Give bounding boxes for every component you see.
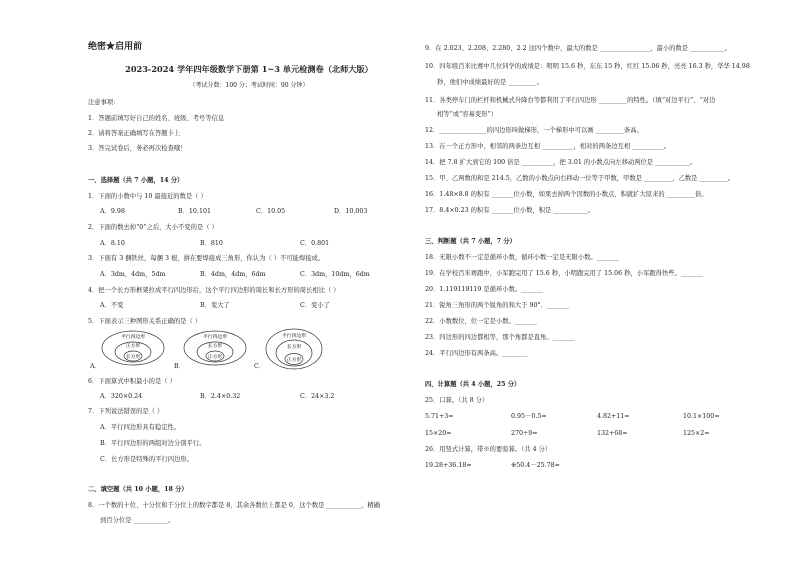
calc-cell: 4.82+11= (597, 413, 630, 420)
q4-option-c: C．变小了 (300, 302, 331, 309)
q16: 16．1.48×8.8 的积有 _______位小数，如果去掉两个因数的小数点，积就扩大原来的 _________倍。 (425, 191, 708, 198)
q5-option-c: C． (254, 363, 266, 370)
q3-stem: 3．下面有 3 捆铁丝，每捆 3 根，拼在要焊接成三角形，你认为（ ）不可能焊接成。 (88, 255, 325, 262)
q12: 12．_______________的四边形叫做梯形，一个梯形中可以画 _________条高。 (425, 127, 643, 134)
venn-a-label-inner: 长方形 (125, 355, 141, 360)
exam-subtitle: （考试分数：100 分；考试时间：90 分钟） (189, 82, 309, 89)
calc-cell: 10.1×100= (683, 413, 720, 420)
venn-b-label-inner: 正方形 (207, 355, 223, 360)
venn-c-label-middle: 长方形 (286, 345, 302, 350)
section-1-heading: 一、选择题（共 7 小题，14 分） (88, 177, 184, 184)
note-item: 3．答完试卷后，务必再次检查哦！ (88, 145, 187, 152)
q7-option-c: C．长方形是特殊的平行四边形。 (100, 456, 193, 463)
section-4-heading: 四、计算题（共 4 小题，25 分） (425, 381, 521, 388)
q5-diagram-a (100, 329, 166, 367)
section-3-heading: 三、判断题（共 7 小题，7 分） (425, 238, 516, 245)
venn-b-label-outer: 平行四边形 (203, 335, 227, 340)
q7-stem: 7．下列说法错误的是（ ） (88, 408, 164, 415)
q3-option-c: C．3dm，10dm，6dm (300, 271, 370, 278)
venn-c-label-outer: 平行四边形 (282, 334, 306, 339)
q3-option-b: B．4dm，4dm，6dm (200, 271, 266, 278)
q26-stem: 26．用竖式计算，带※的要验算。（共 4 分） (425, 446, 552, 453)
q1-option-d: D．10.003 (334, 208, 368, 215)
q10-line-2: 秒，他们中成绩最好的是 _________。 (437, 79, 543, 86)
venn-c-label-inner: 正方形 (286, 358, 302, 363)
q23: 23．四边形的四边都相等，那个角都是直角。_______ (425, 334, 575, 341)
q21: 21．锐角三角形的两个锐角的和大于 90°．_______ (425, 302, 569, 309)
q9: 9．在 2.023、2.208、2.280、2.2 这四个数中，最大的数是 ________________，最小的数是 ___________。 (425, 45, 731, 52)
q3-option-a: A．3dm，4dm，5dm (100, 271, 166, 278)
q1-option-b: B．10.101 (178, 208, 211, 215)
q10-line-1: 10．四年级百米比赛中几位同学的成绩是：明明 15.6 秒，东东 15 秒，红红 15.06 秒，亮亮 16.3 秒，华华 14.98 (425, 63, 750, 70)
q2-option-b: B．810 (200, 240, 223, 247)
secret-mark: 绝密★启用前 (88, 42, 143, 52)
q4-option-b: B．变大了 (200, 302, 230, 309)
exam-title: 2023-2024 学年四年级数学下册第 1~3 单元检测卷（北师大版） (125, 64, 373, 74)
q5-option-a: A． (90, 363, 101, 370)
q8-line-2: 到百分位是 ___________。 (100, 517, 175, 524)
venn-a-label-outer: 平行四边形 (121, 335, 145, 340)
calc-cell: 125×2= (683, 430, 710, 437)
q4-option-a: A．不变 (100, 302, 124, 309)
calc-cell: 0.95－0.5= (511, 413, 547, 420)
q7-option-b: B．平行四边形的两组对边分别平行。 (100, 440, 206, 447)
q1-stem: 1．下面的小数中与 10 最接近的数是（ ） (88, 193, 207, 200)
q7-option-a: A．平行四边形具有稳定性。 (100, 424, 181, 431)
calc-cell: 5.71+3= (425, 413, 454, 420)
calc-cell: 19.28+36.18= (425, 462, 472, 469)
q2-option-a: A．8.10 (100, 240, 125, 247)
q15: 15．甲、乙两数的和是 214.5，乙数的小数点向右移动一位等于甲数，甲数是 _________，乙数是 _________。 (425, 175, 735, 182)
q20: 20．1.119119119 是循环小数。_______ (425, 286, 544, 293)
q1-option-a: A．9.98 (100, 208, 125, 215)
note-item: 1．答题前填写好自己的姓名、班级、考号等信息 (88, 115, 225, 122)
q5-stem: 5．下面表示三种图形关系正确的是（ ） (88, 318, 202, 325)
venn-b-label-middle: 长方形 (207, 344, 223, 349)
q6-stem: 6．下面算式中积最小的是（ ） (88, 378, 176, 385)
q22: 22．小数数位，位一定是小数。_______ (425, 318, 537, 325)
q11-line-2: 相等”或“容易变形”） (437, 111, 498, 118)
calc-cell: 270÷9= (511, 430, 538, 437)
venn-a-label-middle: 正方形 (125, 344, 141, 349)
q18: 18．无限小数不一定是循环小数，循环小数一定是无限小数。_______ (425, 254, 619, 261)
q6-option-c: C．24×3.2 (300, 393, 335, 400)
q19: 19．在学校百米赛跑中，小军跑完用了 15.6 秒，小明跑完用了 15.06 秒，小军跑得快些。_______ (425, 270, 703, 277)
q13: 13．在一个正方形中，相邻的两条边互相 __________，相对的两条边互相 __________。 (425, 143, 671, 150)
q1-option-c: C．10.05 (256, 208, 286, 215)
note-item: 2．请将答案正确填写在答题卡上 (88, 130, 181, 137)
q6-option-a: A．320×0.24 (100, 393, 143, 400)
notes-heading: 注意事项： (88, 99, 120, 106)
q4-stem: 4．把一个长方形框架拉成平行四边形后，这个平行四边形的周长和长方形的周长相比（ ） (88, 287, 340, 294)
q8-line-1: 8．一个数的十位、十分位和千分位上的数字都是 8，其余各数位上都是 0，这个数是 ___________，精确 (88, 502, 380, 509)
q17: 17．8.4×0.23 的积有 _______位小数，积是 ___________。 (425, 207, 595, 214)
q5-option-b: B． (174, 363, 185, 370)
q14: 14．把 7.8 扩大到它的 100 倍是 __________，把 3.01 的小数点向左移动两位是 ___________。 (425, 159, 697, 166)
q24: 24．平行四边形有两条高。________ (425, 350, 528, 357)
calc-cell: ※50.4－25.78= (511, 462, 560, 469)
calc-cell: 15×20= (425, 430, 452, 437)
q2-stem: 2．下面的数去掉“0”之后，大小不变的是（ ） (88, 224, 218, 231)
q11-line-1: 11．各类停车门的栏杆和机械式升降台等都利用了平行四边形 _________的特性。（填“对边平行”、“对边 (425, 97, 716, 104)
q5-diagram-b (182, 329, 248, 367)
q25-stem: 25．口算。（共 8 分） (425, 397, 489, 404)
q5-diagram-c (264, 327, 324, 371)
section-2-heading: 二、填空题（共 10 小题，18 分） (88, 486, 188, 493)
calc-cell: 132+68= (597, 430, 628, 437)
q6-option-b: B．2.4×0.32 (200, 393, 241, 400)
q2-option-c: C．0.801 (300, 240, 330, 247)
